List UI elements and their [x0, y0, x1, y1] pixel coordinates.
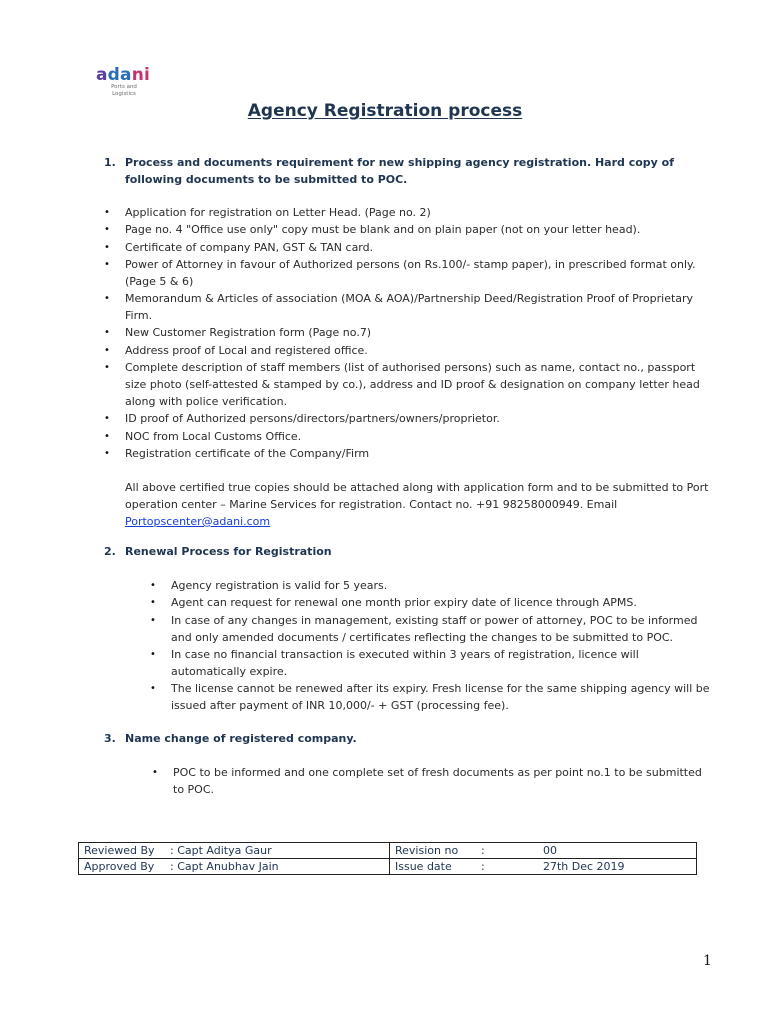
- section-3-heading-text: Name change of registered company.: [125, 732, 357, 745]
- submission-note: All above certified true copies should be attached along with application form and to be submitted to Port operation center – Marine Services for registration. Contact no. +91 98258000949. Email Portopscenter@adani.com: [125, 481, 709, 528]
- table-row: [79, 859, 697, 875]
- bullet-icon: •: [104, 447, 110, 459]
- signoff-table: [78, 842, 697, 875]
- bullet-icon: •: [150, 597, 156, 609]
- section-3-list: [152, 764, 716, 798]
- issue-value: 27th Dec 2019: [543, 860, 625, 873]
- reviewed-label: Reviewed By: [84, 844, 155, 857]
- bullet-icon: •: [104, 413, 110, 425]
- approved-label: Approved By: [84, 860, 155, 873]
- list-item: • Complete description of staff members (list of authorised persons) such as name, contact no., passport size photo (self-attested & stamped by co.), address and ID proof & designation on company letter head along with police verification.: [104, 361, 700, 409]
- list-item: • Memorandum & Articles of association (MOA & AOA)/Partnership Deed/Registration Proof of Proprietary Firm.: [104, 292, 694, 323]
- list-item: • The license cannot be renewed after its expiry. Fresh license for the same shipping agency will be issued after payment of INR 10,000/- + GST (processing fee).: [150, 682, 710, 713]
- bullet-icon: •: [104, 327, 110, 339]
- list-item: • In case no financial transaction is executed within 3 years of registration, licence will automatically expire.: [150, 647, 639, 678]
- list-item: • Application for registration on Letter Head. (Page no. 2): [104, 206, 431, 219]
- list-item: • Agent can request for renewal one month prior expiry date of licence through APMS.: [150, 596, 637, 610]
- list-item: • In case of any changes in management, existing staff or power of attorney, POC to be informed and only amended documents / certificates reflecting the changes to be submitted to POC.: [150, 613, 698, 644]
- list-item: • Page no. 4 "Office use only" copy must be blank and on plain paper (not on your letter head).: [104, 223, 641, 237]
- list-item: • Power of Attorney in favour of Authorized persons (on Rs.100/- stamp paper), in prescribed format only. (Page 5 & 6): [104, 257, 696, 288]
- section-1-heading: [104, 154, 704, 188]
- list-item: • New Customer Registration form (Page no.7): [104, 326, 372, 340]
- section-1-heading-text: Process and documents requirement for new shipping agency registration. Hard copy of following documents to be submitted to POC.: [125, 156, 675, 186]
- list-item: • ID proof of Authorized persons/directors/partners/owners/proprietor.: [104, 412, 500, 426]
- bullet-icon: •: [104, 293, 110, 305]
- section-1-list: [104, 204, 716, 462]
- list-item: • NOC from Local Customs Office.: [104, 429, 302, 443]
- section-2-heading: [104, 543, 704, 560]
- bullet-icon: •: [150, 683, 156, 695]
- issue-cell: [390, 859, 697, 875]
- list-item: • POC to be informed and one complete set of fresh documents as per point no.1 to be submitted to POC.: [152, 766, 702, 796]
- bullet-icon: •: [104, 344, 110, 356]
- logo-subtitle: Ports and Logistics: [111, 84, 137, 97]
- section-3-number: 3.: [104, 732, 116, 745]
- bullet-icon: •: [104, 224, 110, 236]
- list-item: • Address proof of Local and registered office.: [104, 343, 368, 357]
- list-item: • Registration certificate of the Company/Firm: [104, 446, 370, 460]
- section-1-number: 1.: [104, 156, 116, 169]
- approved-cell: [79, 859, 390, 875]
- issue-colon: :: [481, 860, 485, 873]
- section-2-number: 2.: [104, 545, 116, 558]
- email-link[interactable]: Portopscenter@adani.com: [125, 515, 271, 528]
- reviewed-cell: [79, 843, 390, 859]
- adani-logo: [96, 66, 172, 98]
- bullet-icon: •: [104, 430, 110, 442]
- logo-wordmark: adani: [96, 65, 151, 85]
- section-3-heading: [104, 730, 704, 747]
- list-item: • Agency registration is valid for 5 years.: [150, 579, 388, 592]
- bullet-icon: •: [104, 241, 110, 253]
- revision-value: 00: [543, 844, 557, 857]
- page-number: 1: [703, 953, 712, 969]
- approved-value: : Capt Anubhav Jain: [170, 860, 279, 873]
- list-item: • Certificate of company PAN, GST & TAN card.: [104, 240, 374, 254]
- reviewed-value: : Capt Aditya Gaur: [170, 844, 272, 857]
- bullet-icon: •: [152, 767, 158, 778]
- revision-colon: :: [481, 844, 485, 857]
- bullet-icon: •: [104, 258, 110, 270]
- revision-cell: [390, 843, 697, 859]
- issue-label: Issue date: [395, 860, 452, 873]
- bullet-icon: •: [150, 614, 156, 626]
- section-2-heading-text: Renewal Process for Registration: [125, 545, 332, 558]
- bullet-icon: •: [104, 207, 110, 218]
- revision-label: Revision no: [395, 844, 459, 857]
- page-title: Agency Registration process: [247, 101, 523, 121]
- bullet-icon: •: [104, 362, 110, 374]
- table-row: [79, 843, 697, 859]
- section-2-list: [150, 577, 715, 714]
- bullet-icon: •: [150, 580, 156, 591]
- bullet-icon: •: [150, 648, 156, 660]
